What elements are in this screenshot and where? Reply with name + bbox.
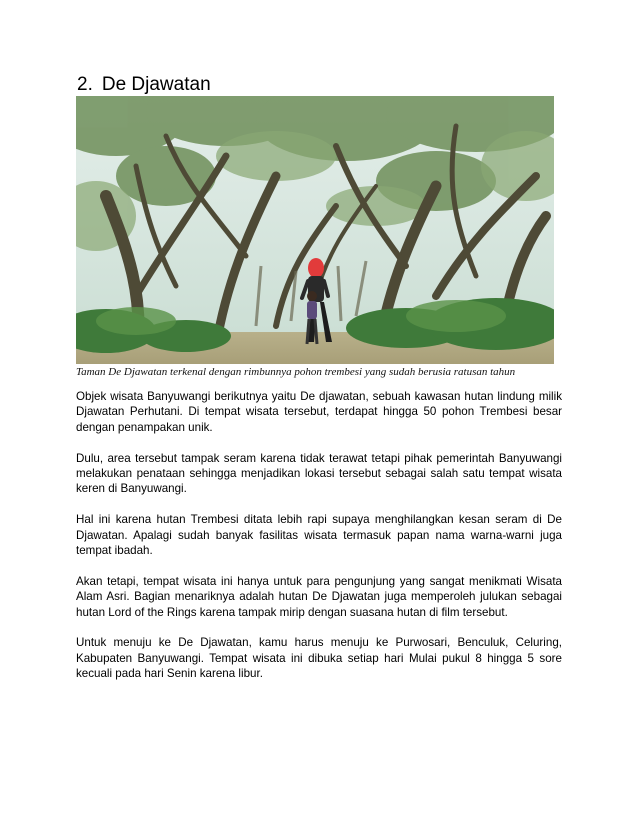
section-title: De Djawatan bbox=[101, 74, 211, 95]
forest-photo-icon bbox=[76, 96, 554, 364]
article-body bbox=[76, 389, 562, 697]
paragraph: Dulu, area tersebut tampak seram karena tidak terawat tetapi pihak pemerintah Banyuwangi melakukan penataan sehingga menjadikan lokasi tersebut sebagai salah satu tempat wisata keren di Banyuwangi. bbox=[76, 451, 562, 496]
section-number: 2. bbox=[77, 74, 93, 95]
paragraph: Objek wisata Banyuwangi berikutnya yaitu De djawatan, sebuah kawasan hutan lindung milik Djawatan Perhutani. Di tempat wisata tersebut, terdapat hingga 50 pohon Trembesi besar dengan penampakan unik. bbox=[76, 390, 562, 434]
photo-caption: Taman De Djawatan terkenal dengan rimbunnya pohon trembesi yang sudah berusia ratusan tahun bbox=[76, 366, 516, 378]
forest-photo bbox=[76, 96, 554, 364]
paragraph: Hal ini karena hutan Trembesi ditata lebih rapi supaya menghilangkan kesan seram di De Djawatan. Apalagi sudah banyak fasilitas wisata termasuk papan nama warna-warni juga tempat ibadah. bbox=[76, 513, 562, 558]
section-heading bbox=[77, 74, 211, 96]
paragraph: Untuk menuju ke De Djawatan, kamu harus menuju ke Purwosari, Benculuk, Celuring, Kabupaten Banyuwangi. Tempat wisata ini dibuka setiap hari Mulai pukul 8 hingga 5 sore kecuali pada hari Senin karena libur. bbox=[76, 636, 562, 681]
paragraph: Akan tetapi, tempat wisata ini hanya untuk para pengunjung yang sangat menikmati Wisata Alam Asri. Bagian menariknya adalah hutan De Djawatan juga memperoleh julukan sebagai hutan Lord of the Rings karena tampak mirip dengan suasana hutan di film tersebut. bbox=[76, 574, 562, 619]
